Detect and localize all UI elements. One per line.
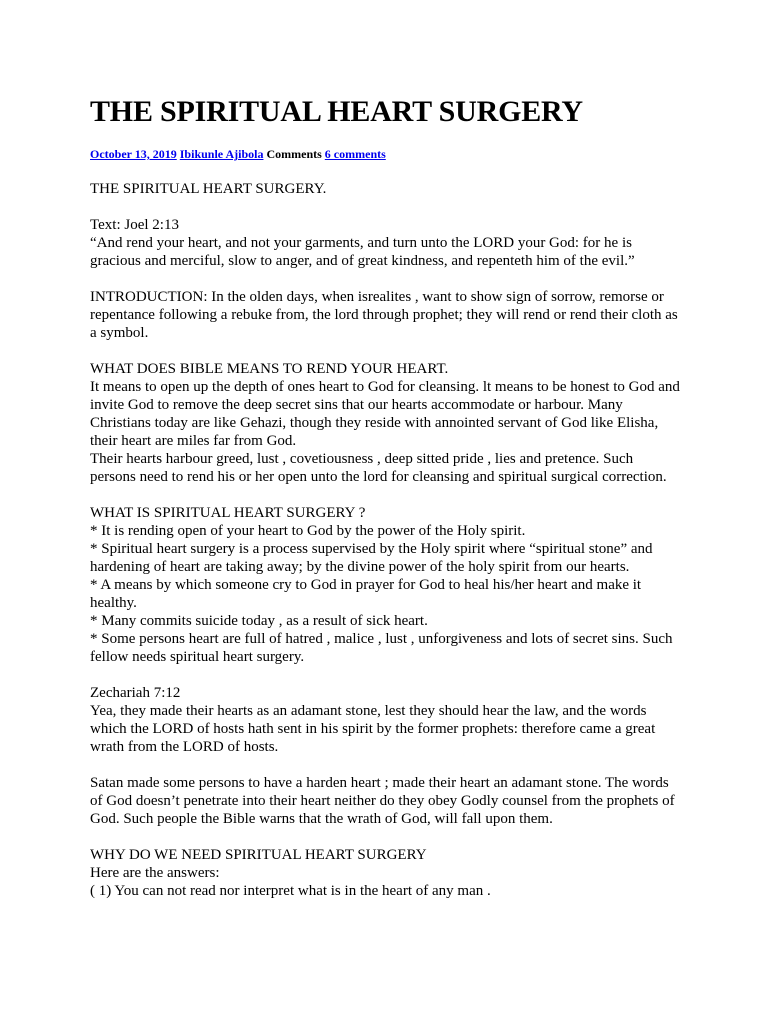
paragraph-line: WHAT IS SPIRITUAL HEART SURGERY ? (90, 505, 366, 521)
paragraph-line: Their hearts harbour greed, lust , covetiousness , deep sitted pride , lies and pretence. Such persons need to rend his or her open unto the lord for cleansing and spiritual surgical correction. (90, 451, 667, 485)
paragraph-line: WHY DO WE NEED SPIRITUAL HEART SURGERY (90, 847, 427, 863)
paragraph-line: * Some persons heart are full of hatred , malice , lust , unforgiveness and lots of secret sins. Such fellow needs spiritual heart surgery. (90, 631, 673, 665)
paragraph (90, 180, 682, 198)
paragraph-line: ( 1) You can not read nor interpret what is in the heart of any man . (90, 883, 491, 899)
page-title: THE SPIRITUAL HEART SURGERY (90, 95, 583, 128)
paragraph-line: * Spiritual heart surgery is a process supervised by the Holy spirit where “spiritual stone” and hardening of heart are taking away; by the divine power of the holy spirit from our hearts. (90, 541, 653, 575)
paragraph (90, 360, 682, 486)
post-meta (90, 146, 682, 162)
paragraph-line: Zechariah 7:12 (90, 685, 181, 701)
paragraph-line: WHAT DOES BIBLE MEANS TO REND YOUR HEART. (90, 361, 449, 377)
paragraph-line: Satan made some persons to have a harden heart ; made their heart an adamant stone. The words of God doesn’t penetrate into their heart neither do they obey Godly counsel from the prophets of God. Such people the Bible warns that the wrath of God, will fall upon them. (90, 775, 675, 827)
paragraph (90, 504, 682, 666)
paragraph-line: Here are the answers: (90, 865, 220, 881)
post-date-link[interactable]: October 13, 2019 (90, 147, 177, 161)
paragraph-line: INTRODUCTION: In the olden days, when isrealites , want to show sign of sorrow, remorse or repentance following a rebuke from, the lord through prophet; they will rend or rend their cloth as a symbol. (90, 289, 678, 341)
paragraph-line: * Many commits suicide today , as a result of sick heart. (90, 613, 428, 629)
paragraph (90, 684, 682, 756)
paragraph (90, 216, 682, 270)
paragraph-line: * A means by which someone cry to God in prayer for God to heal his/her heart and make it healthy. (90, 577, 642, 611)
paragraph-line: “And rend your heart, and not your garments, and turn unto the LORD your God: for he is gracious and merciful, slow to anger, and of great kindness, and repenteth him of the evil.” (90, 235, 635, 269)
paragraph-line: Yea, they made their hearts as an adamant stone, lest they should hear the law, and the words which the LORD of hosts hath sent in his spirit by the former prophets: therefore came a great wrath from the LORD of hosts. (90, 703, 656, 755)
paragraph (90, 846, 682, 900)
paragraph (90, 288, 682, 342)
paragraph-line: Text: Joel 2:13 (90, 217, 179, 233)
paragraph-line: THE SPIRITUAL HEART SURGERY. (90, 181, 327, 197)
paragraph-line: * It is rending open of your heart to God by the power of the Holy spirit. (90, 523, 526, 539)
post-author-link[interactable]: Ibikunle Ajibola (179, 147, 264, 161)
paragraph-line: It means to open up the depth of ones heart to God for cleansing. lt means to be honest to God and invite God to remove the deep secret sins that our hearts accommodate or harbour. Many Christians today are like Gehazi, though they reside with annointed servant of God like Elisha, their heart are miles far from God. (90, 379, 680, 449)
comments-link[interactable]: 6 comments (324, 147, 386, 161)
comments-label: Comments (266, 147, 322, 161)
article (90, 94, 682, 918)
article-body (90, 180, 682, 900)
paragraph (90, 774, 682, 828)
